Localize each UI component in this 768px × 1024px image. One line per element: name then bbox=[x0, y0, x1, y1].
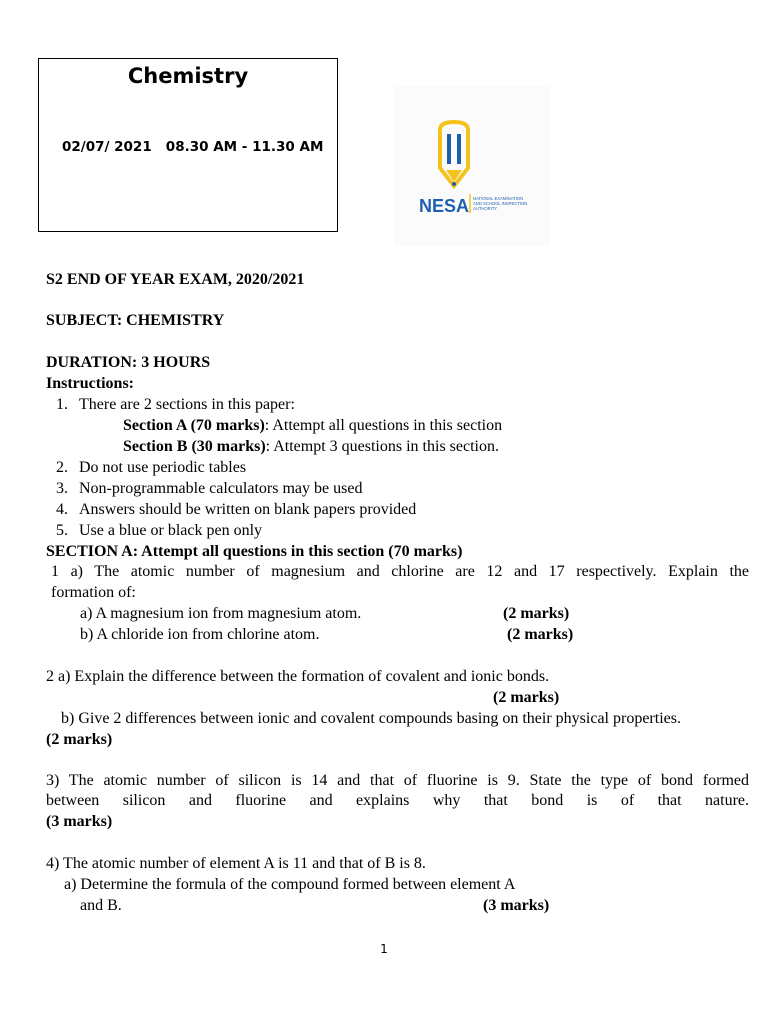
instruction-text: Use a blue or black pen only bbox=[79, 522, 263, 539]
question-3: 3) The atomic number of silicon is 14 and that of fluorine is 9. State the type of bond formed bbox=[46, 772, 749, 789]
logo-line-3: AUTHORITY bbox=[473, 206, 498, 211]
instruction-text: There are 2 sections in this paper: bbox=[79, 396, 295, 413]
header-title: Chemistry bbox=[127, 64, 249, 88]
section-b-text: : Attempt 3 questions in this section. bbox=[265, 438, 499, 455]
question-4a-cont: and B. bbox=[80, 897, 122, 914]
section-a-label: Section A (70 marks) bbox=[123, 417, 265, 434]
question-3-cont: between silicon and fluorine and explains why that bond is of that nature. bbox=[46, 792, 749, 809]
question-4a-marks: (3 marks) bbox=[483, 897, 550, 914]
instruction-number: 3. bbox=[56, 480, 68, 497]
question-4a: a) Determine the formula of the compound formed between element A bbox=[64, 876, 516, 893]
section-a-text: : Attempt all questions in this section bbox=[264, 417, 503, 434]
instruction-text: Non-programmable calculators may be used bbox=[79, 480, 363, 497]
section-a-heading: SECTION A: Attempt all questions in this section (70 marks) bbox=[46, 543, 463, 560]
exam-duration: DURATION: 3 HOURS bbox=[46, 354, 211, 371]
section-a-info bbox=[123, 416, 502, 436]
question-1a-marks: (2 marks) bbox=[503, 605, 570, 622]
instruction-text: Do not use periodic tables bbox=[79, 459, 247, 476]
question-1-intro: 1 a) The atomic number of magnesium and chlorine are 12 and 17 respectively. Explain the bbox=[51, 563, 749, 580]
question-2a: 2 a) Explain the difference between the formation of covalent and ionic bonds. bbox=[46, 668, 550, 685]
question-2b: b) Give 2 differences between ionic and covalent compounds basing on their physical properties. bbox=[61, 710, 681, 727]
nesa-logo bbox=[394, 86, 550, 246]
instruction-number: 1. bbox=[56, 396, 68, 413]
question-1a: a) A magnesium ion from magnesium atom. bbox=[80, 605, 362, 622]
logo-line-1: NATIONAL EXAMINATION bbox=[473, 196, 524, 201]
instruction-number: 4. bbox=[56, 501, 68, 518]
exam-date-time: 02/07/ 2021 08.30 AM - 11.30 AM bbox=[62, 139, 324, 155]
instruction-number: 5. bbox=[56, 522, 68, 539]
question-2a-marks: (2 marks) bbox=[493, 689, 560, 706]
logo-wordmark: NESA bbox=[419, 196, 470, 216]
logo-line-2: AND SCHOOL INSPECTION bbox=[473, 201, 528, 206]
question-2b-marks: (2 marks) bbox=[46, 731, 113, 748]
exam-title: S2 END OF YEAR EXAM, 2020/2021 bbox=[46, 271, 305, 288]
section-b-label: Section B (30 marks) bbox=[123, 438, 266, 455]
instructions-heading: Instructions: bbox=[46, 375, 135, 392]
instruction-number: 2. bbox=[56, 459, 68, 476]
question-1-intro-cont: formation of: bbox=[51, 584, 136, 601]
header-box bbox=[38, 58, 338, 232]
exam-subject: SUBJECT: CHEMISTRY bbox=[46, 312, 225, 329]
page-number: 1 bbox=[380, 942, 388, 956]
instruction-text: Answers should be written on blank papers provided bbox=[79, 501, 417, 518]
question-1b: b) A chloride ion from chlorine atom. bbox=[80, 626, 320, 643]
question-3-marks: (3 marks) bbox=[46, 813, 113, 830]
question-4-intro: 4) The atomic number of element A is 11 and that of B is 8. bbox=[46, 855, 426, 872]
question-1b-marks: (2 marks) bbox=[507, 626, 574, 643]
section-b-info bbox=[123, 437, 499, 457]
